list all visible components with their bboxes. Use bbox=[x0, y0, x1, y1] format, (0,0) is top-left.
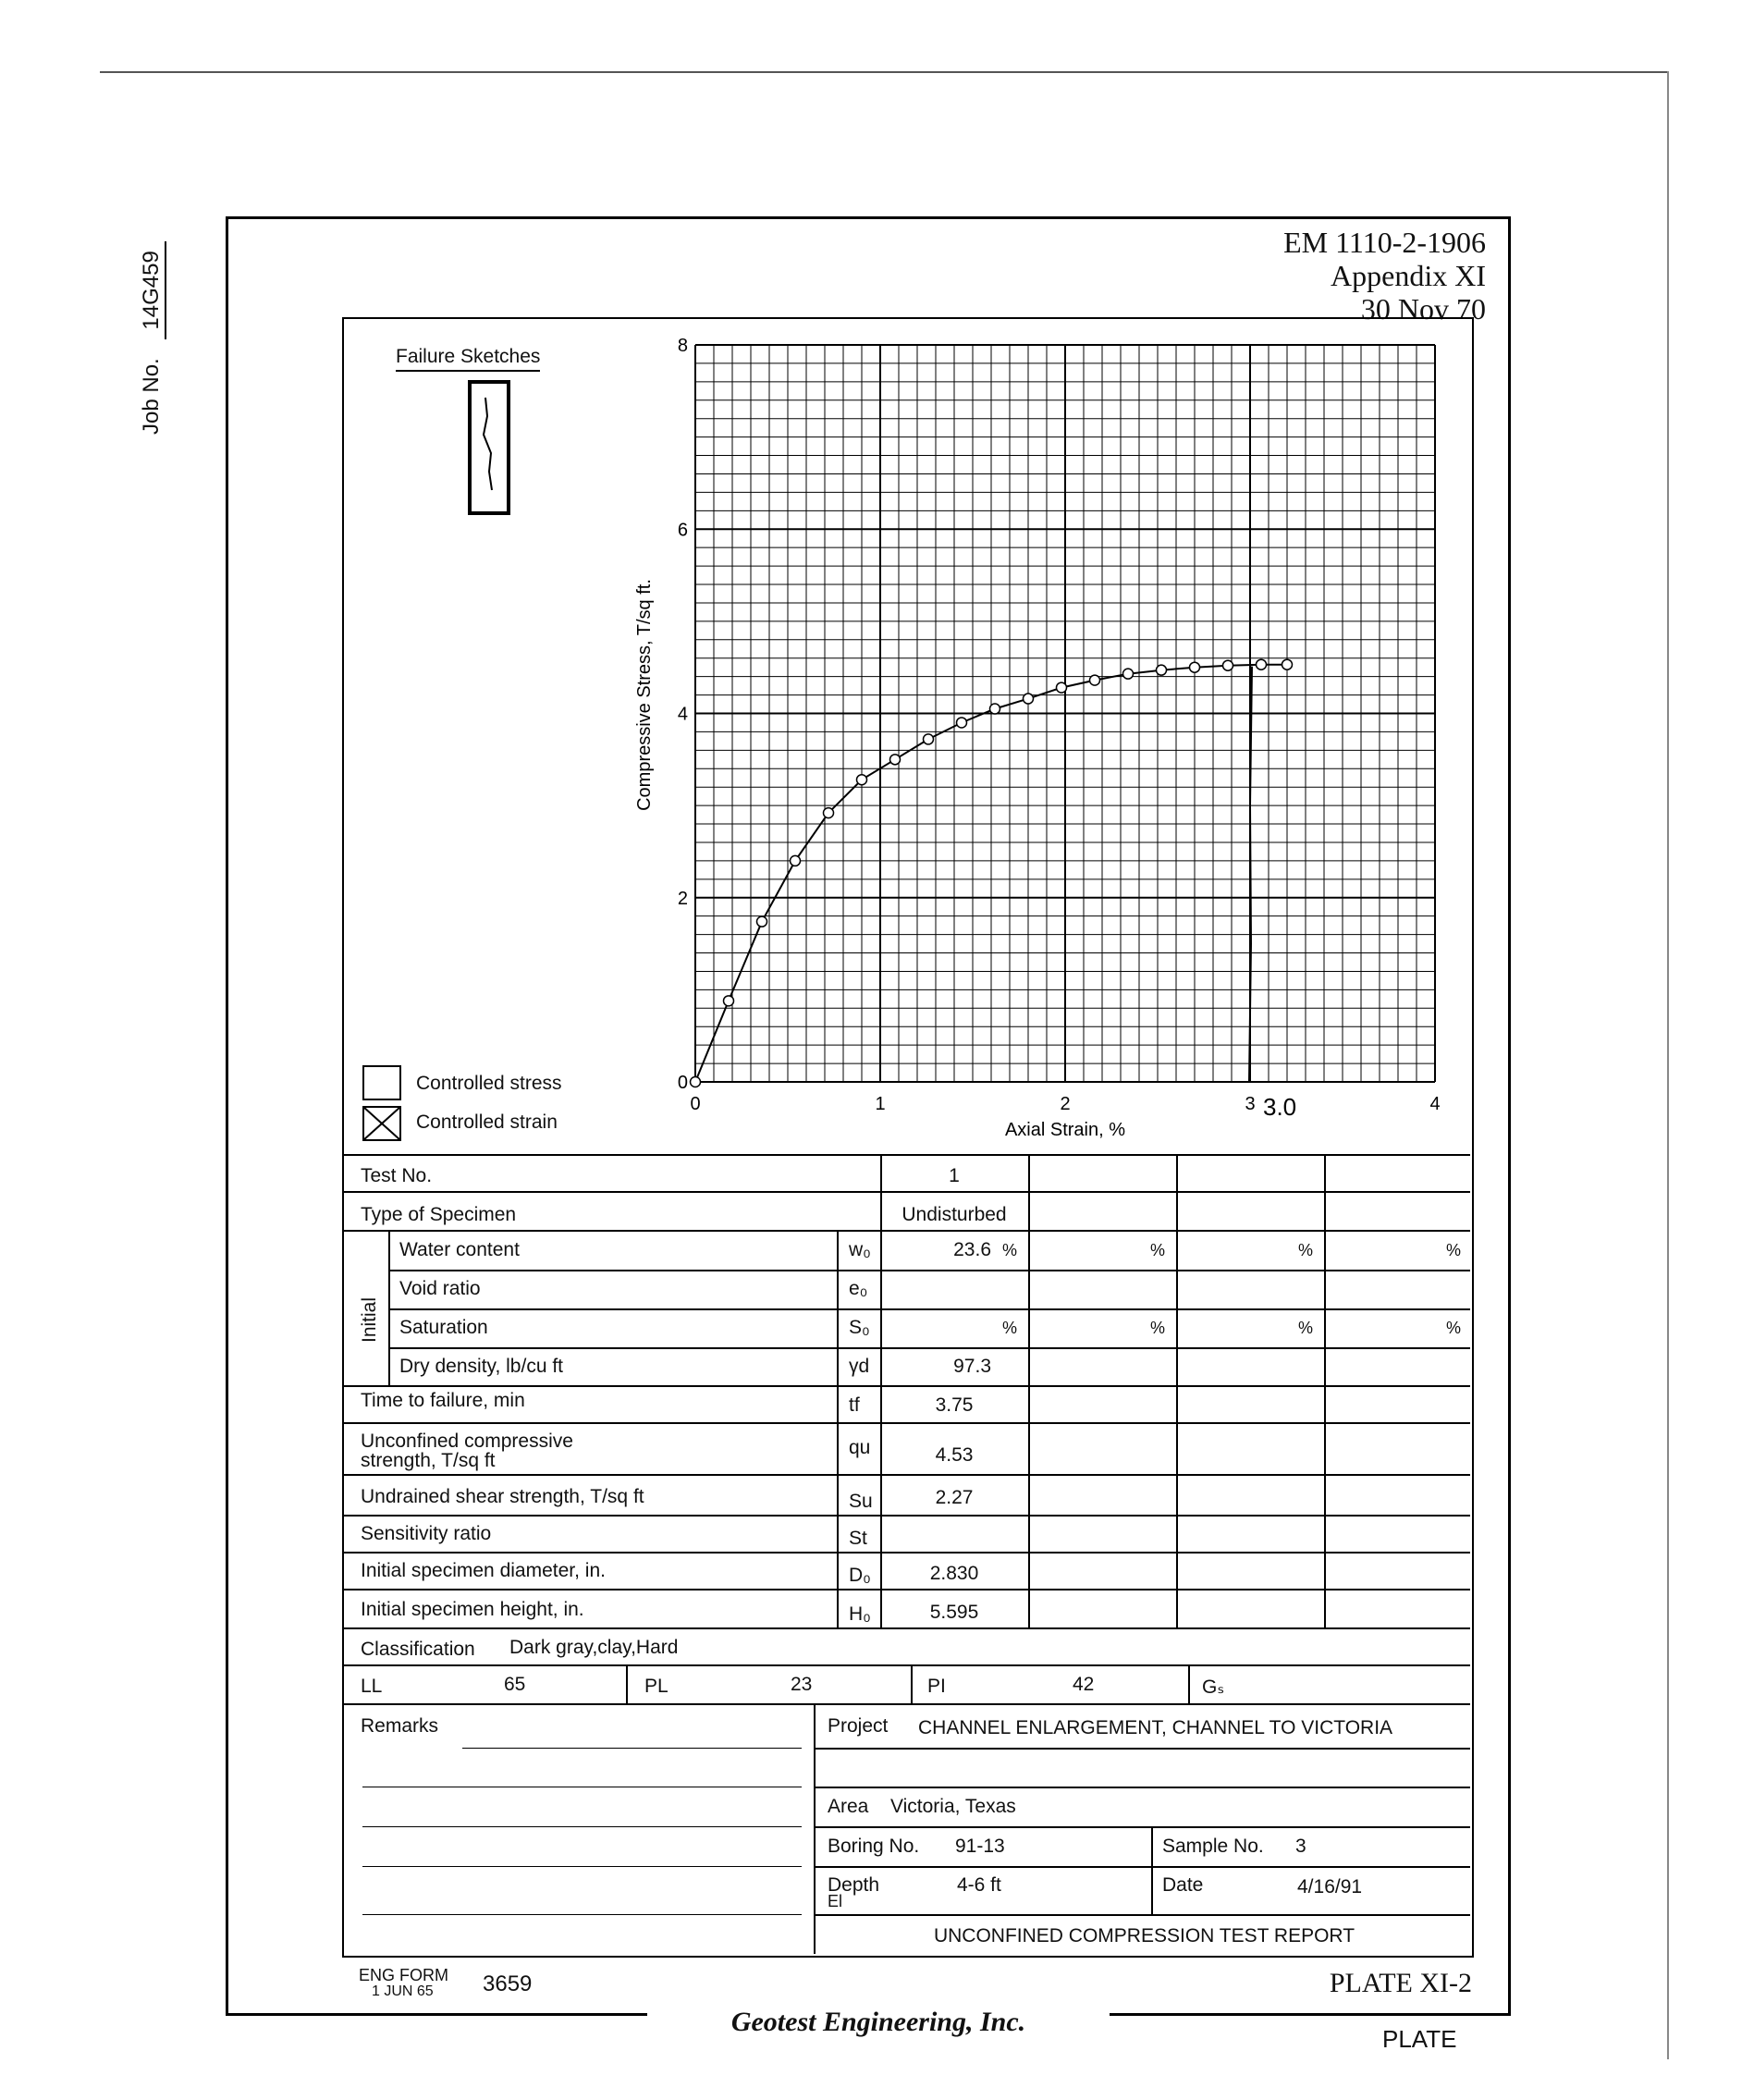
data-point bbox=[1282, 659, 1293, 669]
sample-value: 3 bbox=[1295, 1836, 1306, 1857]
test-no-value: 1 bbox=[949, 1165, 960, 1186]
el-label: El bbox=[828, 1892, 843, 1910]
table-row-label: Saturation bbox=[399, 1317, 488, 1338]
table-row-label-line: Initial specimen diameter, in. bbox=[361, 1560, 606, 1581]
table-row-symbol: D₀ bbox=[849, 1565, 871, 1586]
table-row-label: Void ratio bbox=[399, 1278, 481, 1299]
x-tick-label: 0 bbox=[690, 1094, 701, 1114]
x-tick-label: 3 bbox=[1245, 1094, 1256, 1114]
eng-form-date: 1 JUN 65 bbox=[372, 1983, 434, 1999]
data-point bbox=[990, 704, 1000, 714]
percent-sign: % bbox=[1298, 1241, 1314, 1259]
doc-date: 30 Nov 70 bbox=[1360, 292, 1486, 325]
chart-grid bbox=[695, 345, 1435, 1082]
plate-label: PLATE XI-2 bbox=[1329, 1968, 1472, 1998]
job-number bbox=[139, 241, 166, 435]
table-rule bbox=[344, 1385, 1470, 1387]
data-point bbox=[757, 916, 767, 927]
table-rule bbox=[1188, 1664, 1190, 1703]
table-rule bbox=[1151, 1826, 1153, 1914]
chart-ticks bbox=[678, 336, 1441, 1114]
table-row-label: Dry density, lb/cu ft bbox=[399, 1356, 564, 1377]
pi-label: PI bbox=[927, 1676, 946, 1697]
x-axis-label: Axial Strain, % bbox=[1004, 1120, 1126, 1140]
table-rule bbox=[388, 1230, 390, 1385]
y-tick-label: 6 bbox=[677, 520, 688, 541]
type-of-specimen-label: Type of Specimen bbox=[361, 1204, 517, 1225]
data-point bbox=[957, 718, 967, 728]
report-title: UNCONFINED COMPRESSION TEST REPORT bbox=[933, 1925, 1355, 1946]
controlled-strain-checkbox[interactable] bbox=[362, 1106, 401, 1141]
x-tick-label: 2 bbox=[1060, 1094, 1071, 1114]
test-no-label: Test No. bbox=[361, 1165, 433, 1186]
eng-form-label: ENG FORM bbox=[359, 1966, 448, 1984]
classification-value: Dark gray,clay,Hard bbox=[509, 1637, 679, 1658]
table-row-label bbox=[361, 1391, 525, 1410]
table-row-label-line: Sensitivity ratio bbox=[361, 1523, 492, 1544]
depth-value: 4-6 ft bbox=[957, 1874, 1001, 1896]
plate-bottom-label: PLATE bbox=[1382, 2025, 1457, 2053]
table-rule bbox=[388, 1270, 1470, 1271]
percent-sign: % bbox=[1446, 1241, 1462, 1259]
percent-sign: % bbox=[1002, 1241, 1018, 1259]
table-row-label-line: Initial specimen height, in. bbox=[361, 1599, 584, 1620]
document-header bbox=[1116, 226, 1486, 325]
data-point bbox=[824, 808, 834, 818]
table-rule bbox=[344, 1627, 1470, 1629]
specimen-type-value: Undisturbed bbox=[902, 1204, 1007, 1225]
data-point bbox=[691, 1077, 701, 1087]
depth-label: Depth bbox=[828, 1874, 880, 1896]
percent-sign: % bbox=[1150, 1241, 1166, 1259]
y-tick-label: 8 bbox=[677, 336, 688, 356]
sample-label: Sample No. bbox=[1162, 1836, 1264, 1857]
table-rule bbox=[814, 1703, 1470, 1705]
project-value: CHANNEL ENLARGEMENT, CHANNEL TO VICTORIA bbox=[918, 1717, 1393, 1738]
data-point bbox=[1057, 682, 1067, 693]
table-rule bbox=[814, 1914, 1470, 1916]
remarks-label: Remarks bbox=[361, 1715, 439, 1737]
table-row-label-line: Unconfined compressive bbox=[361, 1431, 573, 1452]
classification-label: Classification bbox=[361, 1639, 475, 1660]
gs-label: Gₛ bbox=[1202, 1676, 1225, 1698]
table-row-label bbox=[361, 1524, 491, 1543]
project-label: Project bbox=[828, 1715, 889, 1737]
handwritten-annotation: 3.0 bbox=[1263, 1093, 1297, 1121]
appendix-label: Appendix XI bbox=[1331, 259, 1486, 292]
job-value: 14G459 bbox=[139, 241, 166, 338]
table-row-value: 4.53 bbox=[935, 1444, 974, 1466]
percent-sign: % bbox=[1002, 1319, 1018, 1337]
data-point bbox=[1223, 660, 1233, 670]
table-row-value: 2.830 bbox=[929, 1563, 979, 1584]
data-point bbox=[1257, 659, 1267, 669]
data-point bbox=[924, 734, 934, 744]
x-tick-label: 4 bbox=[1429, 1094, 1441, 1114]
table-row-value: 3.75 bbox=[935, 1394, 974, 1416]
pl-label: PL bbox=[644, 1676, 668, 1697]
failure-sketches-label: Failure Sketches bbox=[396, 346, 540, 372]
doc-number: EM 1110-2-1906 bbox=[1283, 226, 1486, 259]
area-value: Victoria, Texas bbox=[890, 1796, 1016, 1817]
pi-value: 42 bbox=[1073, 1674, 1095, 1695]
data-point bbox=[1090, 675, 1100, 685]
eng-form-number: 3659 bbox=[483, 1971, 533, 1996]
date-value: 4/16/91 bbox=[1297, 1876, 1363, 1897]
table-row-symbol: w₀ bbox=[849, 1239, 871, 1260]
table-row-label-line: Undrained shear strength, T/sq ft bbox=[361, 1486, 644, 1507]
data-point bbox=[1123, 669, 1134, 679]
y-tick-label: 2 bbox=[677, 888, 688, 909]
table-row-label bbox=[361, 1600, 584, 1619]
data-point bbox=[857, 775, 867, 785]
percent-sign: % bbox=[1446, 1319, 1462, 1337]
failure-sketch bbox=[467, 379, 513, 518]
ll-value: 65 bbox=[504, 1674, 526, 1695]
percent-sign: % bbox=[1298, 1319, 1314, 1337]
eng-form bbox=[359, 1967, 448, 2000]
y-tick-label: 4 bbox=[677, 704, 688, 725]
scan-edge bbox=[100, 71, 1667, 73]
table-row-symbol: e₀ bbox=[849, 1278, 868, 1299]
controlled-stress-checkbox[interactable] bbox=[362, 1065, 401, 1100]
table-row-symbol: H₀ bbox=[849, 1603, 871, 1625]
boring-value: 91-13 bbox=[955, 1836, 1005, 1857]
data-point bbox=[724, 996, 734, 1006]
table-rule bbox=[911, 1664, 913, 1703]
date-label: Date bbox=[1162, 1874, 1204, 1896]
stress-strain-chart bbox=[610, 328, 1461, 1151]
table-row-label bbox=[361, 1561, 606, 1580]
table-rule bbox=[344, 1552, 1470, 1554]
table-row-label-line: Time to failure, min bbox=[361, 1390, 525, 1411]
remarks-line bbox=[362, 1866, 802, 1867]
data-point bbox=[1024, 694, 1034, 704]
company-name: Geotest Engineering, Inc. bbox=[647, 2007, 1110, 2038]
remarks-line bbox=[462, 1748, 802, 1749]
table-rule bbox=[344, 1589, 1470, 1590]
remarks-line bbox=[362, 1914, 802, 1915]
table-rule bbox=[814, 1703, 816, 1954]
table-row-symbol: tf bbox=[849, 1394, 860, 1416]
remarks-line bbox=[362, 1826, 802, 1827]
table-row-value: 5.595 bbox=[929, 1602, 979, 1623]
data-point bbox=[1157, 665, 1167, 675]
job-label: Job No. bbox=[139, 358, 164, 435]
pl-value: 23 bbox=[791, 1674, 813, 1695]
y-axis-label: Compressive Stress, T/sq ft. bbox=[634, 579, 655, 811]
table-rule bbox=[388, 1347, 1470, 1349]
y-tick-label: 0 bbox=[677, 1073, 688, 1093]
table-rule bbox=[344, 1154, 1470, 1156]
table-rule bbox=[814, 1866, 1470, 1868]
controlled-strain-label: Controlled strain bbox=[416, 1111, 558, 1133]
percent-sign: % bbox=[1150, 1319, 1166, 1337]
table-rule bbox=[388, 1308, 1470, 1310]
table-row-symbol: Su bbox=[849, 1491, 873, 1512]
data-point bbox=[1190, 662, 1200, 672]
table-row-value: 23.6 bbox=[953, 1239, 991, 1260]
table-row-label bbox=[361, 1431, 573, 1470]
table-row-value: 2.27 bbox=[935, 1487, 974, 1508]
data-point bbox=[890, 755, 901, 765]
table-rule bbox=[344, 1422, 1470, 1424]
table-row-symbol: S₀ bbox=[849, 1317, 870, 1338]
table-rule bbox=[1324, 1154, 1326, 1627]
table-rule bbox=[1176, 1154, 1178, 1627]
x-tick-label: 1 bbox=[875, 1094, 886, 1114]
table-row-symbol: St bbox=[849, 1528, 867, 1549]
table-row-label: Water content bbox=[399, 1239, 520, 1260]
boring-label: Boring No. bbox=[828, 1836, 920, 1857]
table-row-label bbox=[361, 1487, 644, 1506]
area-label: Area bbox=[828, 1796, 869, 1817]
table-rule bbox=[837, 1230, 839, 1627]
table-rule bbox=[344, 1664, 1470, 1666]
table-rule bbox=[814, 1748, 1470, 1750]
table-rule bbox=[814, 1826, 1470, 1828]
table-rule bbox=[1028, 1154, 1030, 1627]
table-rule bbox=[814, 1787, 1470, 1788]
table-row-symbol: qu bbox=[849, 1437, 871, 1458]
table-rule bbox=[344, 1230, 1470, 1232]
initial-label: Initial bbox=[359, 1296, 380, 1343]
table-row-value: 97.3 bbox=[953, 1356, 991, 1377]
table-rule bbox=[344, 1474, 1470, 1476]
table-row-label-line: strength, T/sq ft bbox=[361, 1450, 496, 1471]
ll-label: LL bbox=[361, 1676, 383, 1697]
table-rule bbox=[344, 1515, 1470, 1517]
table-row-symbol: γd bbox=[849, 1356, 870, 1377]
scan-edge-right bbox=[1667, 71, 1669, 2059]
controlled-stress-label: Controlled stress bbox=[416, 1073, 562, 1094]
data-point bbox=[791, 855, 801, 866]
table-rule bbox=[626, 1664, 628, 1703]
table-rule bbox=[344, 1191, 1470, 1193]
